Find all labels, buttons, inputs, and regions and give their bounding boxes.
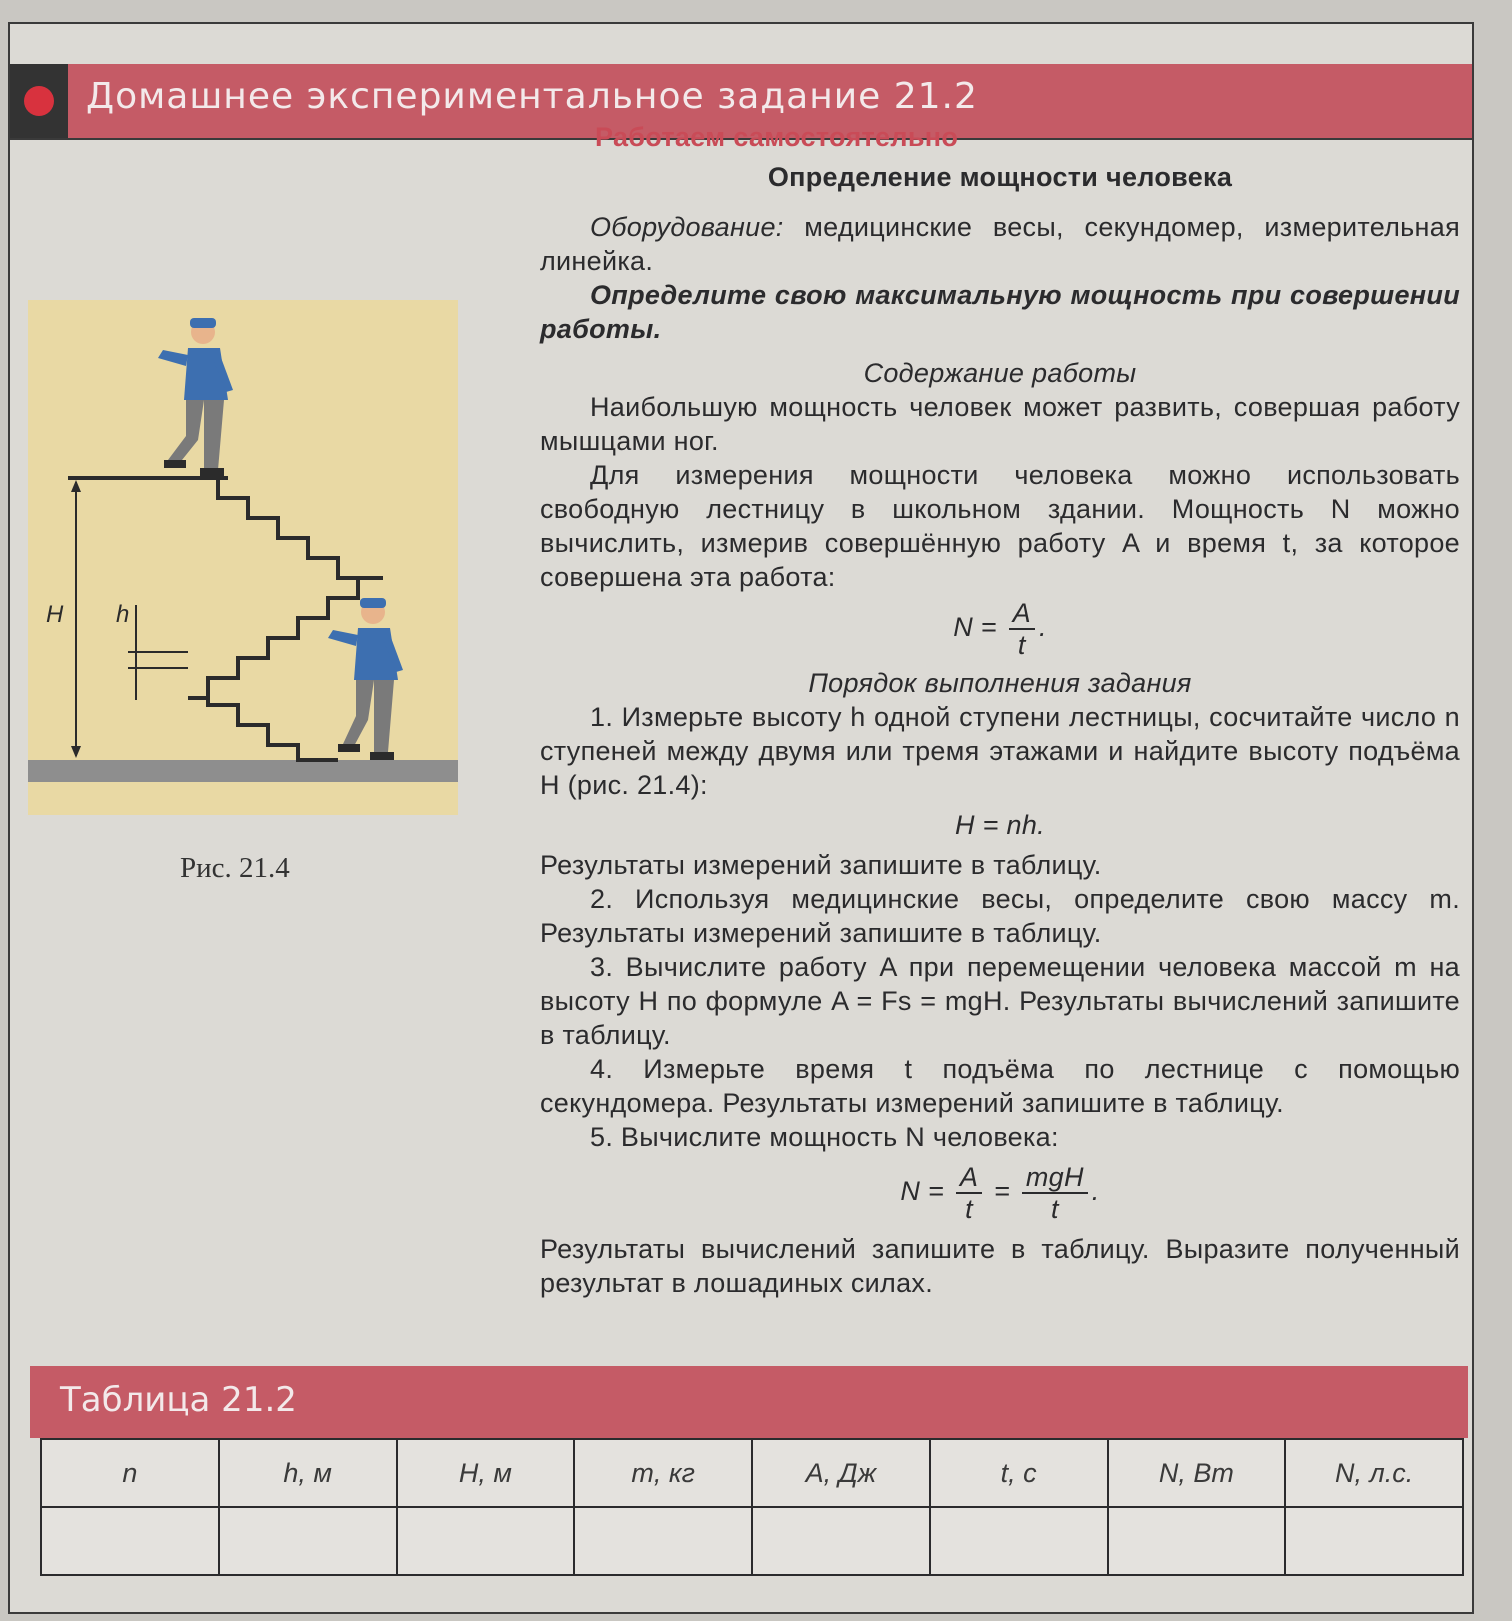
table-cell: [930, 1507, 1108, 1575]
figure-caption: Рис. 21.4: [180, 852, 290, 884]
person-lower: [328, 598, 403, 760]
table-header-cell: A, Дж: [752, 1439, 930, 1507]
content-paragraph-2: Для измерения мощности человека можно использовать свободную лестницу в школьном здании. Мощность N можно вычислить, измерив совершённую работу A и время t, за которое совершена эта работа:: [540, 460, 1460, 592]
page-title: Домашнее экспериментальное задание 21.2: [86, 76, 978, 117]
formula-mgh-den-2: t: [1050, 1194, 1059, 1224]
work-section: [540, 120, 1460, 1300]
table-cell: [752, 1507, 930, 1575]
step-2: 2. Используя медицинские весы, определите свою массу m. Результаты измерений запишите в таблицу.: [540, 884, 1460, 948]
formula-mgh-lhs: N =: [900, 1176, 945, 1207]
H-arrow-head-top: [71, 480, 81, 492]
table-header-row: [41, 1439, 1463, 1507]
content-heading: Содержание работы: [863, 358, 1137, 388]
formula-power-denominator: t: [1017, 630, 1026, 660]
formula-mgh-fraction-1: [956, 1162, 982, 1224]
step-1-end: Результаты измерений запишите в таблицу.: [540, 850, 1102, 880]
table-cell: [574, 1507, 752, 1575]
staircase-figure: [28, 300, 458, 815]
formula-mgh-num-1: A: [956, 1162, 982, 1194]
equipment-paragraph: [540, 210, 1460, 278]
equipment-label: Оборудование:: [590, 212, 784, 242]
final-paragraph: Результаты вычислений запишите в таблицу. Выразите полученный результат в лошадиных силах.: [540, 1234, 1460, 1298]
table-header-cell: t, с: [930, 1439, 1108, 1507]
formula-power-mgh: N = $\frac{A}{t}$ = $\frac{\text{mgH}}{t}$ .: [900, 1162, 1100, 1224]
table-header-cell: m, кг: [574, 1439, 752, 1507]
table-cell: [1108, 1507, 1286, 1575]
table-band: [30, 1366, 1468, 1438]
floor: [28, 760, 458, 782]
formula-power-fraction: [1009, 598, 1035, 660]
h-label: h: [116, 601, 130, 628]
table-cell: [219, 1507, 397, 1575]
formula-power: N = $\frac{A}{t}$ .: [953, 598, 1047, 660]
table-row: [41, 1507, 1463, 1575]
table-header-cell: h, м: [219, 1439, 397, 1507]
table-header-cell: N, л.с.: [1285, 1439, 1463, 1507]
formula-mgh-equals: =: [994, 1176, 1011, 1207]
table-header-cell: H, м: [397, 1439, 575, 1507]
table-cell: [41, 1507, 219, 1575]
upper-flight: [218, 478, 383, 578]
table-cell: [1285, 1507, 1463, 1575]
formula-mgh-num-2: mgH: [1022, 1162, 1088, 1194]
equipment-text: медицинские весы, секундомер, измерительная линейка.: [540, 212, 1460, 276]
table-header-cell: N, Вт: [1108, 1439, 1286, 1507]
table-cell: [397, 1507, 575, 1575]
work-title: Определение мощности человека: [767, 162, 1233, 192]
step-3: 3. Вычислите работу A при перемещении человека массой m на высоту H по формуле A = Fs = mgH. Результаты вычислений запишите в таблицу.: [540, 952, 1460, 1050]
section-subtitle: Работаем самостоятельно: [595, 122, 959, 152]
formula-power-lhs: N =: [953, 612, 997, 643]
step-5: 5. Вычислите мощность N человека:: [590, 1122, 1059, 1152]
results-table-block: [30, 1366, 1468, 1576]
formula-mgh-fraction-2: [1022, 1162, 1088, 1224]
formula-mgh-den-1: t: [965, 1194, 973, 1224]
task-paragraph: Определите свою максимальную мощность при совершении работы.: [540, 280, 1460, 344]
table-title: Таблица 21.2: [60, 1380, 297, 1420]
lower-flight: [208, 678, 338, 760]
step-1: 1. Измерьте высоту h одной ступени лестницы, сосчитайте число n ступеней между двумя или тремя этажами и найдите высоту подъёма H (рис. 21.4):: [540, 702, 1460, 800]
person-upper: [158, 318, 233, 476]
results-table: [40, 1438, 1464, 1576]
step-4: 4. Измерьте время t подъёма по лестнице с помощью секундомера. Результаты измерений запишите в таблицу.: [540, 1054, 1460, 1118]
order-heading: Порядок выполнения задания: [808, 668, 1192, 698]
red-dot-icon: [24, 86, 54, 116]
staircase-illustration: [28, 300, 458, 815]
header-marker: [10, 64, 68, 138]
formula-power-numerator: A: [1009, 598, 1035, 630]
H-label: H: [46, 601, 64, 628]
table-header-cell: n: [41, 1439, 219, 1507]
content-paragraph-1: Наибольшую мощность человек может развить, совершая работу мышцами ног.: [540, 392, 1460, 456]
formula-height: H = nh.: [955, 810, 1045, 840]
H-arrow-head-bottom: [71, 746, 81, 758]
